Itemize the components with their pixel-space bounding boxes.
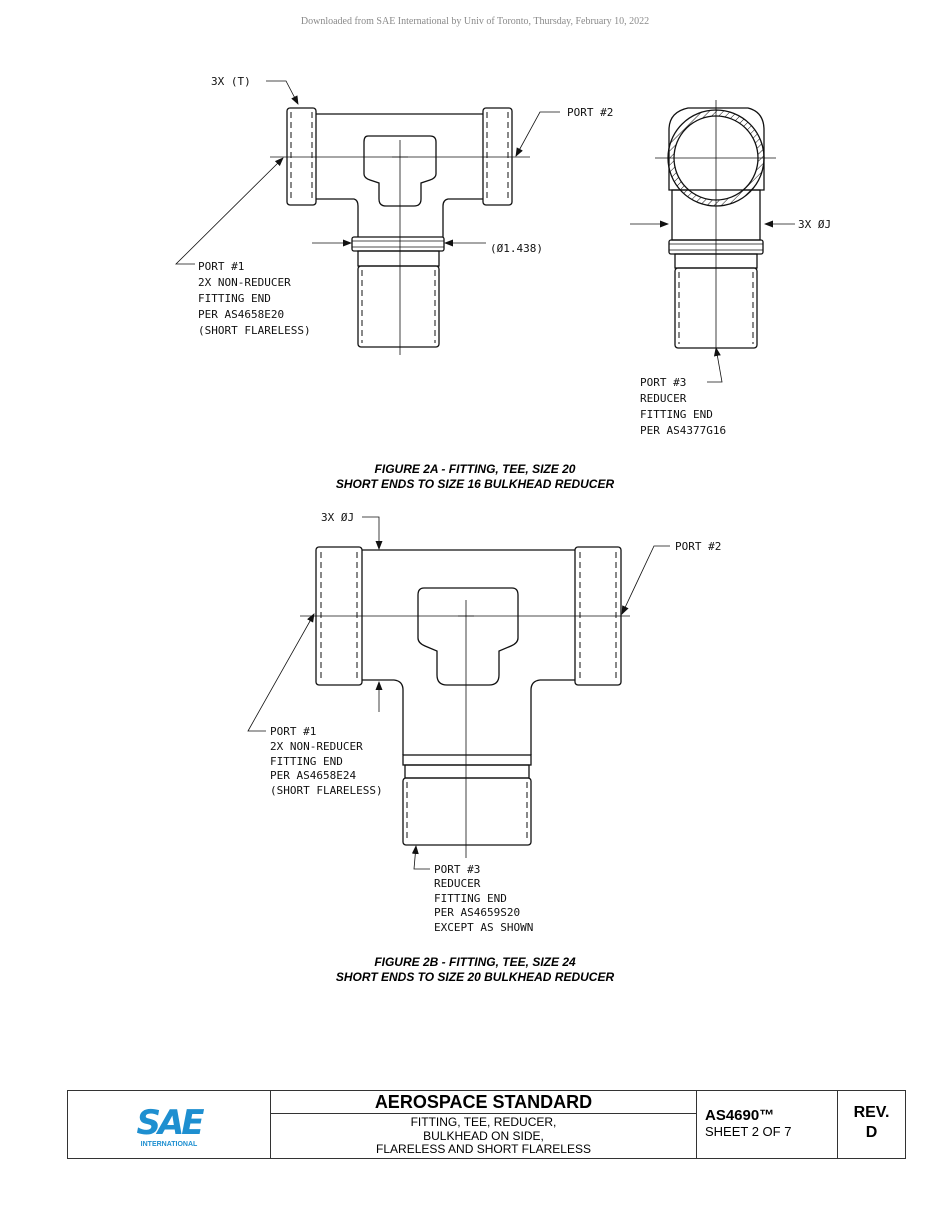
fig2a-thread-label: 3X (T) (211, 75, 251, 88)
fig2a-side-view (655, 100, 776, 355)
fig2b-port3-note (434, 863, 533, 934)
fig2a-diameter-label: (Ø1.438) (490, 242, 543, 255)
svg-text:FITTING END: FITTING END (640, 408, 713, 421)
svg-text:REDUCER: REDUCER (434, 877, 481, 890)
fig2b-port2-label: PORT #2 (675, 540, 722, 553)
svg-text:PORT #1: PORT #1 (270, 725, 317, 738)
fig2a-dia-j-label: 3X ØJ (798, 218, 832, 231)
svg-text:PER AS4658E20: PER AS4658E20 (198, 308, 285, 321)
sae-logo (68, 1091, 271, 1158)
svg-text:2X NON-REDUCER: 2X NON-REDUCER (198, 276, 291, 289)
download-note: Downloaded from SAE International by Univ of Toronto, Thursday, February 10, 2022 (300, 16, 650, 27)
sheet-number: SHEET 2 OF 7 (705, 1124, 792, 1139)
document-number: AS4690™ (705, 1107, 775, 1124)
fig2a-port3-note (640, 376, 726, 437)
fig2a-port1-note (198, 260, 311, 337)
svg-text:PER AS4658E24: PER AS4658E24 (270, 769, 357, 782)
svg-text:PER AS4659S20: PER AS4659S20 (434, 906, 521, 919)
svg-text:EXCEPT AS SHOWN: EXCEPT AS SHOWN (434, 921, 534, 934)
svg-text:REDUCER: REDUCER (640, 392, 687, 405)
fig2b-leaders (248, 517, 670, 869)
revision-label: REV. (853, 1104, 890, 1121)
sae-logo-subtext: INTERNATIONAL (140, 1140, 198, 1148)
svg-text:FITTING END: FITTING END (198, 292, 271, 305)
svg-text:(SHORT FLARELESS): (SHORT FLARELESS) (270, 784, 383, 797)
figure-2a-caption: FIGURE 2A - FITTING, TEE, SIZE 20 SHORT ENDS TO SIZE 16 BULKHEAD REDUCER (335, 462, 615, 491)
title-block (67, 1090, 906, 1159)
document-description: FITTING, TEE, REDUCER, BULKHEAD ON SIDE, FLARELESS AND SHORT FLARELESS (376, 1115, 591, 1156)
svg-text:PORT #1: PORT #1 (198, 260, 245, 273)
svg-text:PORT #3: PORT #3 (640, 376, 687, 389)
svg-text:PER AS4377G16: PER AS4377G16 (640, 424, 727, 437)
svg-text:2X NON-REDUCER: 2X NON-REDUCER (270, 740, 363, 753)
svg-text:(SHORT FLARELESS): (SHORT FLARELESS) (198, 324, 311, 337)
svg-text:FITTING END: FITTING END (270, 755, 343, 768)
fig2a-port2-label: PORT #2 (567, 106, 614, 119)
revision (838, 1091, 905, 1158)
fig2a-front-view (270, 108, 530, 355)
svg-text:PORT #3: PORT #3 (434, 863, 481, 876)
revision-value: D (865, 1124, 878, 1141)
figure-2b-caption: FIGURE 2B - FITTING, TEE, SIZE 24 SHORT ENDS TO SIZE 20 BULKHEAD REDUCER (335, 955, 615, 984)
fig2a-side-leaders (630, 224, 795, 382)
fig2b-port1-note (270, 725, 383, 797)
standard-type: AEROSPACE STANDARD (271, 1091, 696, 1114)
fig2b-dia-j-label: 3X ØJ (321, 511, 355, 524)
sae-logo-mark: SAE (136, 1102, 202, 1143)
fig2b-front-view (300, 547, 630, 858)
svg-text:FITTING END: FITTING END (434, 892, 507, 905)
